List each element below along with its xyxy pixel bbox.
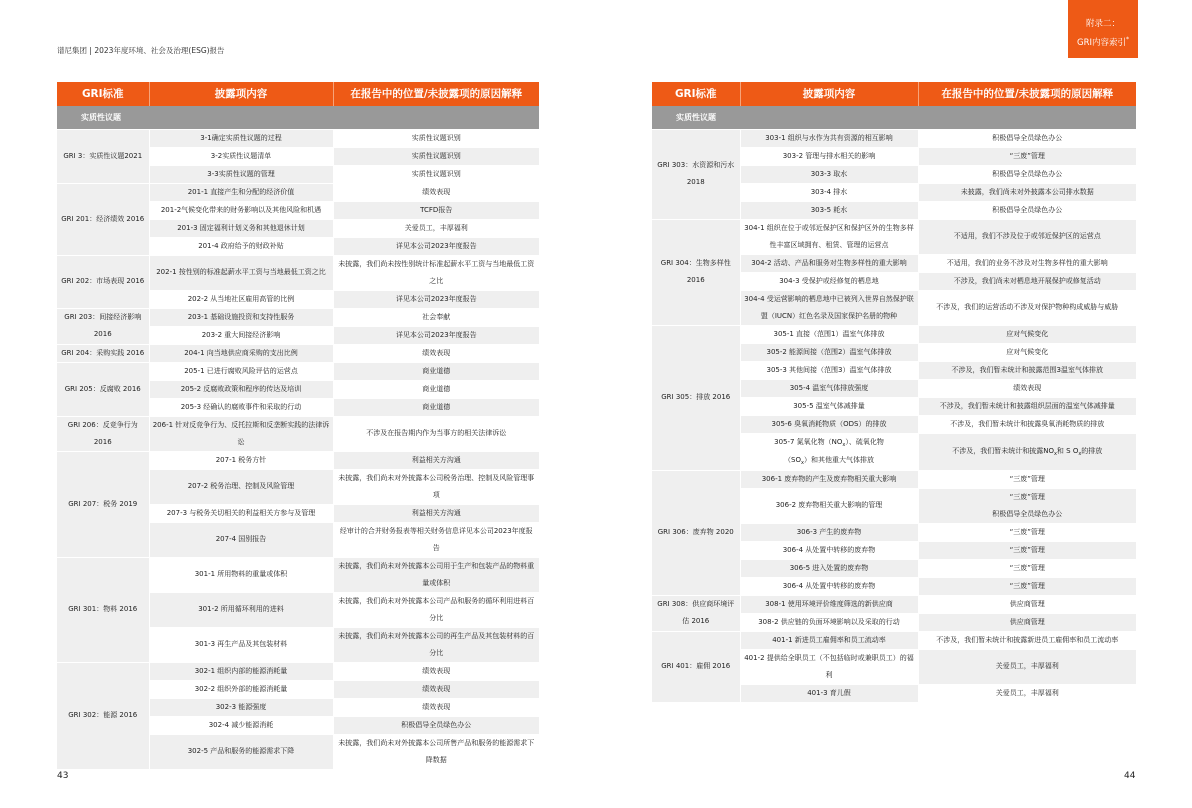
disclosure-item: 205-2 反腐败政策和程序的传达及培训 bbox=[149, 380, 333, 398]
disclosure-item: 201-2气候变化带来的财务影响以及其他风险和机遇 bbox=[149, 201, 333, 219]
table-row bbox=[57, 451, 539, 469]
location-text: 积极倡导全员绿色办公 bbox=[333, 716, 539, 734]
table-row bbox=[652, 219, 1136, 254]
disclosure-item: 202-1 按性别的标准起薪水平工资与当地最低工资之比 bbox=[149, 255, 333, 290]
gri-group-label: GRI 205：反腐败 2016 bbox=[57, 362, 149, 416]
location-text: 未披露，我们尚未对外披露本公司税务治理、控制及风险管理事项 bbox=[333, 469, 539, 504]
location-text: 不适用，我们不涉及位于或邻近保护区的运营点 bbox=[918, 219, 1136, 254]
disclosure-item: 308-1 使用环境评价维度筛选的新供应商 bbox=[740, 595, 918, 613]
location-text: TCFD报告 bbox=[333, 201, 539, 219]
disclosure-item: 401-2 提供给全职员工（不包括临时或兼职员工）的福利 bbox=[740, 649, 918, 684]
location-text: 绩效表现 bbox=[333, 344, 539, 362]
gri-group-label: GRI 3：实质性议题2021 bbox=[57, 130, 149, 184]
disclosure-item: 205-3 经确认的腐败事件和采取的行动 bbox=[149, 398, 333, 416]
disclosure-item: 201-3 固定福利计划义务和其他退休计划 bbox=[149, 219, 333, 237]
disclosure-item: 401-3 育儿假 bbox=[740, 684, 918, 702]
location-text: “三废”管理 bbox=[918, 147, 1136, 165]
col-location: 在报告中的位置/未披露项的原因解释 bbox=[333, 82, 539, 106]
location-text: 积极倡导全员绿色办公 bbox=[918, 165, 1136, 183]
disclosure-item: 301-3 再生产品及其包装材料 bbox=[149, 627, 333, 662]
report-title: 2023年度环境、社会及治理(ESG)报告 bbox=[94, 46, 225, 55]
disclosure-item: 207-2 税务治理、控制及风险管理 bbox=[149, 469, 333, 504]
location-text: 商业道德 bbox=[333, 380, 539, 398]
location-text: 实质性议题识别 bbox=[333, 147, 539, 165]
gri-table-right bbox=[652, 82, 1136, 703]
disclosure-item: 201-1 直接产生和分配的经济价值 bbox=[149, 183, 333, 201]
table-row bbox=[57, 344, 539, 362]
location-text: 不涉及，我们暂未统计和披露新进员工雇佣率和员工流动率 bbox=[918, 631, 1136, 649]
location-text: 供应商管理 bbox=[918, 613, 1136, 631]
table-row bbox=[652, 631, 1136, 649]
disclosure-item: 302-3 能源强度 bbox=[149, 698, 333, 716]
disclosure-item: 302-1 组织内部的能源消耗量 bbox=[149, 662, 333, 680]
disclosure-item: 308-2 供应链的负面环境影响以及采取的行动 bbox=[740, 613, 918, 631]
disclosure-item: 306-3 产生的废弃物 bbox=[740, 523, 918, 541]
location-text: “三废”管理 bbox=[918, 470, 1136, 488]
location-text: 不涉及，我们暂未统计和披露组织层面的温室气体减排量 bbox=[918, 397, 1136, 415]
disclosure-item: 305-4 温室气体排放强度 bbox=[740, 379, 918, 397]
company-name: 谱尼集团 bbox=[57, 46, 87, 55]
location-text: 商业道德 bbox=[333, 362, 539, 380]
col-disclosure: 披露项内容 bbox=[149, 82, 333, 106]
location-text: 绩效表现 bbox=[333, 698, 539, 716]
location-text: 供应商管理 bbox=[918, 595, 1136, 613]
location-text: 实质性议题识别 bbox=[333, 130, 539, 148]
gri-group-label: GRI 305：排放 2016 bbox=[652, 325, 740, 470]
col-disclosure: 披露项内容 bbox=[740, 82, 918, 106]
location-text: 应对气候变化 bbox=[918, 325, 1136, 343]
disclosure-item: 3-2实质性议题清单 bbox=[149, 147, 333, 165]
location-text: 不涉及在报告期内作为当事方的相关法律诉讼 bbox=[333, 416, 539, 451]
table-row bbox=[652, 595, 1136, 613]
disclosure-item: 305-6 臭氧消耗物质（ODS）的排放 bbox=[740, 415, 918, 433]
location-text: 利益相关方沟通 bbox=[333, 451, 539, 469]
disclosure-item: 301-2 所用循环利用的进料 bbox=[149, 592, 333, 627]
gri-group-label: GRI 203：间接经济影响 2016 bbox=[57, 308, 149, 344]
section-title: 实质性议题 bbox=[652, 106, 1136, 130]
location-text: 未披露，我们尚未对外披露本公司排水数据 bbox=[918, 183, 1136, 201]
location-text: 不涉及，我们暂未统计和披露范围3温室气体排放 bbox=[918, 361, 1136, 379]
gri-group-label: GRI 201：经济绩效 2016 bbox=[57, 183, 149, 255]
disclosure-item: 204-1 向当地供应商采购的支出比例 bbox=[149, 344, 333, 362]
gri-table-left bbox=[57, 82, 539, 770]
col-gri-standard: GRI标准 bbox=[57, 82, 149, 106]
disclosure-item: 301-1 所用物料的重量或体积 bbox=[149, 557, 333, 592]
disclosure-item: 207-4 国别报告 bbox=[149, 522, 333, 557]
gri-group-label: GRI 308：供应商环境评估 2016 bbox=[652, 595, 740, 631]
table-row bbox=[57, 255, 539, 290]
appendix-tag-line1: 附录二： bbox=[1085, 19, 1120, 29]
disclosure-item: 303-5 耗水 bbox=[740, 201, 918, 219]
gri-group-label: GRI 301：物料 2016 bbox=[57, 557, 149, 662]
location-text: 未披露，我们尚未对外披露本公司用于生产和包装产品的物料重量或体积 bbox=[333, 557, 539, 592]
location-text: “三废”管理 bbox=[918, 559, 1136, 577]
disclosure-item: 306-1 废弃物的产生及废弃物相关重大影响 bbox=[740, 470, 918, 488]
location-text: 关爱员工，丰厚福利 bbox=[918, 649, 1136, 684]
gri-group-label: GRI 306：废弃物 2020 bbox=[652, 470, 740, 595]
table-row bbox=[57, 183, 539, 201]
disclosure-item: 305-1 直接（范围1）温室气体排放 bbox=[740, 325, 918, 343]
section-row bbox=[652, 106, 1136, 130]
table-row bbox=[652, 325, 1136, 343]
disclosure-item: 3-3实质性议题的管理 bbox=[149, 165, 333, 183]
location-text: 利益相关方沟通 bbox=[333, 504, 539, 522]
disclosure-item: 202-2 从当地社区雇用高管的比例 bbox=[149, 290, 333, 308]
location-text: 绩效表现 bbox=[918, 379, 1136, 397]
disclosure-item: 303-4 排水 bbox=[740, 183, 918, 201]
gri-group-label: GRI 304：生物多样性 2016 bbox=[652, 219, 740, 325]
location-text: 应对气候变化 bbox=[918, 343, 1136, 361]
location-text: 不涉及，我们尚未对栖息地开展保护或修复活动 bbox=[918, 272, 1136, 290]
table-row bbox=[57, 362, 539, 380]
disclosure-item: 207-1 税务方针 bbox=[149, 451, 333, 469]
gri-group-label: GRI 302：能源 2016 bbox=[57, 662, 149, 769]
disclosure-item: 304-1 组织在位于或邻近保护区和保护区外的生物多样性丰富区域拥有、租赁、管理的运营点 bbox=[740, 219, 918, 254]
location-text: 积极倡导全员绿色办公 bbox=[918, 130, 1136, 148]
location-text: “三废”管理 bbox=[918, 523, 1136, 541]
location-text: 关爱员工，丰厚福利 bbox=[333, 219, 539, 237]
location-text: 关爱员工，丰厚福利 bbox=[918, 684, 1136, 702]
gri-group-label: GRI 303：水资源和污水 2018 bbox=[652, 130, 740, 220]
gri-group-label: GRI 206：反竞争行为 2016 bbox=[57, 416, 149, 451]
disclosure-item: 305-2 能源间接（范围2）温室气体排放 bbox=[740, 343, 918, 361]
location-text: “三废”管理 bbox=[918, 577, 1136, 595]
section-row bbox=[57, 106, 539, 130]
disclosure-item: 302-5 产品和服务的能源需求下降 bbox=[149, 734, 333, 769]
location-text: 详见本公司2023年度报告 bbox=[333, 237, 539, 255]
gri-group-label: GRI 207：税务 2019 bbox=[57, 451, 149, 557]
location-text: 详见本公司2023年度报告 bbox=[333, 326, 539, 344]
location-text: 经审计的合并财务报表等相关财务信息详见本公司2023年度报告 bbox=[333, 522, 539, 557]
location-text: 未披露，我们尚未对外披露本公司产品和服务的循环利用进料百分比 bbox=[333, 592, 539, 627]
page-number-left: 43 bbox=[57, 771, 69, 781]
disclosure-item: 305-7 氮氧化物$(NO_x)$、硫氧化物 $(SO_x)$和其他重大气体排放 bbox=[740, 433, 918, 470]
disclosure-item: 201-4 政府给予的财政补贴 bbox=[149, 237, 333, 255]
disclosure-item: 207-3 与税务关切相关的利益相关方参与及管理 bbox=[149, 504, 333, 522]
disclosure-item: 304-2 活动、产品和服务对生物多样性的重大影响 bbox=[740, 254, 918, 272]
location-text: “三废”管理 积极倡导全员绿色办公 bbox=[918, 488, 1136, 523]
col-location: 在报告中的位置/未披露项的原因解释 bbox=[918, 82, 1136, 106]
location-text: 不适用，我们的业务不涉及对生物多样性的重大影响 bbox=[918, 254, 1136, 272]
appendix-tag bbox=[1068, 0, 1138, 58]
appendix-tag-mark: * bbox=[1126, 36, 1129, 43]
location-text: 社会奉献 bbox=[333, 308, 539, 326]
location-text: 绩效表现 bbox=[333, 662, 539, 680]
disclosure-item: 303-2 管理与排水相关的影响 bbox=[740, 147, 918, 165]
location-text: 绩效表现 bbox=[333, 680, 539, 698]
location-text: 未披露，我们尚未按性别统计标准起薪水平工资与当地最低工资之比 bbox=[333, 255, 539, 290]
table-row bbox=[57, 662, 539, 680]
disclosure-item: 401-1 新进员工雇佣率和员工流动率 bbox=[740, 631, 918, 649]
disclosure-item: 306-4 从处置中转移的废弃物 bbox=[740, 577, 918, 595]
disclosure-item: 303-3 取水 bbox=[740, 165, 918, 183]
disclosure-item: 303-1 组织与水作为共有资源的相互影响 bbox=[740, 130, 918, 148]
location-text: 未披露，我们尚未对外披露本公司的再生产品及其包装材料的百分比 bbox=[333, 627, 539, 662]
disclosure-item: 304-3 受保护或经修复的栖息地 bbox=[740, 272, 918, 290]
disclosure-item: 206-1 针对反竞争行为、反托拉斯和反垄断实践的法律诉讼 bbox=[149, 416, 333, 451]
table-row bbox=[652, 130, 1136, 148]
location-text: 商业道德 bbox=[333, 398, 539, 416]
disclosure-item: 203-1 基础设施投资和支持性服务 bbox=[149, 308, 333, 326]
table-row bbox=[57, 308, 539, 326]
disclosure-item: 203-2 重大间接经济影响 bbox=[149, 326, 333, 344]
location-text: 绩效表现 bbox=[333, 183, 539, 201]
disclosure-item: 205-1 已进行腐败风险评估的运营点 bbox=[149, 362, 333, 380]
disclosure-item: 305-3 其他间接（范围3）温室气体排放 bbox=[740, 361, 918, 379]
table-row bbox=[57, 557, 539, 592]
disclosure-item: 304-4 受运营影响的栖息地中已被列入世界自然保护联盟（IUCN）红色名录及国家保护名册的物种 bbox=[740, 290, 918, 325]
location-text: 积极倡导全员绿色办公 bbox=[918, 201, 1136, 219]
appendix-tag-line2 bbox=[1068, 32, 1138, 51]
location-text: 不涉及，我们暂未统计和披露臭氧消耗物质的排放 bbox=[918, 415, 1136, 433]
gri-group-label: GRI 202：市场表现 2016 bbox=[57, 255, 149, 308]
right-page bbox=[596, 0, 1192, 808]
location-text: “三废”管理 bbox=[918, 541, 1136, 559]
report-header bbox=[57, 45, 225, 56]
disclosure-item: 306-4 从处置中转移的废弃物 bbox=[740, 541, 918, 559]
location-text: 未披露，我们尚未对外披露本公司所售产品和服务的能源需求下降数据 bbox=[333, 734, 539, 769]
disclosure-item: 305-5 温室气体减排量 bbox=[740, 397, 918, 415]
col-gri-standard: GRI标准 bbox=[652, 82, 740, 106]
disclosure-item: 3-1确定实质性议题的过程 bbox=[149, 130, 333, 148]
gri-group-label: GRI 204：采购实践 2016 bbox=[57, 344, 149, 362]
disclosure-item: 306-2 废弃物相关重大影响的管理 bbox=[740, 488, 918, 523]
appendix-tag-title: GRI内容索引 bbox=[1077, 37, 1126, 48]
location-text: 详见本公司2023年度报告 bbox=[333, 290, 539, 308]
location-text: 不涉及，我们的运营活动不涉及对保护物种构成威胁与威胁 bbox=[918, 290, 1136, 325]
page-number-right: 44 bbox=[1124, 771, 1136, 781]
section-title: 实质性议题 bbox=[57, 106, 539, 130]
gri-group-label: GRI 401：雇佣 2016 bbox=[652, 631, 740, 702]
header-separator: | bbox=[89, 46, 92, 55]
table-row bbox=[57, 130, 539, 148]
location-text: 实质性议题识别 bbox=[333, 165, 539, 183]
location-text: 不涉及，我们暂未统计和披露$NO_x$和 S $O_x$的排放 bbox=[918, 433, 1136, 470]
disclosure-item: 302-2 组织外部的能源消耗量 bbox=[149, 680, 333, 698]
disclosure-item: 306-5 进入处置的废弃物 bbox=[740, 559, 918, 577]
table-row bbox=[57, 416, 539, 451]
disclosure-item: 302-4 减少能源消耗 bbox=[149, 716, 333, 734]
table-row bbox=[652, 470, 1136, 488]
